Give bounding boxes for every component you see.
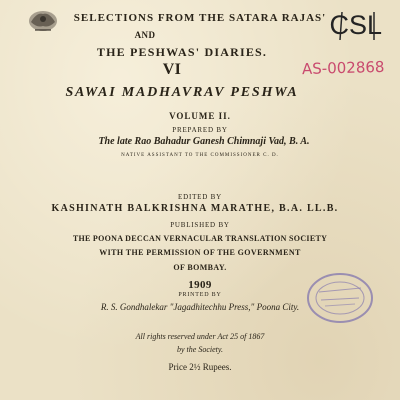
accession-number: AS-002868 xyxy=(301,57,385,79)
library-stamp-icon xyxy=(305,270,375,326)
rights-by-line: by the Society. xyxy=(177,345,223,354)
permission-line: WITH THE PERMISSION OF THE GOVERNMENT xyxy=(99,248,301,257)
series-title-line2: AND xyxy=(134,30,156,40)
edited-by-label: EDITED BY xyxy=(178,193,222,201)
place-line: OF BOMBAY. xyxy=(173,263,227,272)
society-name: THE POONA DECCAN VERNACULAR TRANSLATION SOCIETY xyxy=(72,234,328,243)
author-role: NATIVE ASSISTANT TO THE COMMISSIONER C. D. xyxy=(121,153,279,158)
volume-label: VOLUME II. xyxy=(169,111,231,121)
rights-line: All rights reserved under Act 25 of 1867 xyxy=(135,332,265,341)
volume-roman: VI xyxy=(162,61,182,78)
publication-year: 1909 xyxy=(188,279,212,291)
series-title-line3: THE PESHWAS' DIARIES. xyxy=(96,45,268,59)
series-title-line1: SELECTIONS FROM THE SATARA RAJAS' xyxy=(73,12,327,24)
prepared-by-label: PREPARED BY xyxy=(172,126,228,134)
editor-name: KASHINATH BALKRISHNA MARATHE, B.A. LL.B. xyxy=(51,203,339,214)
printer-line: R. S. Gondhalekar "Jagadhitechhu Press," Poona City. xyxy=(100,302,300,312)
author-name: The late Rao Bahadur Ganesh Chimnaji Vad, B. A. xyxy=(98,136,310,147)
price-line: Price 2½ Rupees. xyxy=(168,362,232,372)
printed-by-label: PRINTED BY xyxy=(178,292,222,298)
book-title: SAWAI MADHAVRAV PESHWA xyxy=(65,85,299,100)
published-by-label: PUBLISHED BY xyxy=(170,221,230,229)
library-logo-text: CSL xyxy=(329,10,382,40)
